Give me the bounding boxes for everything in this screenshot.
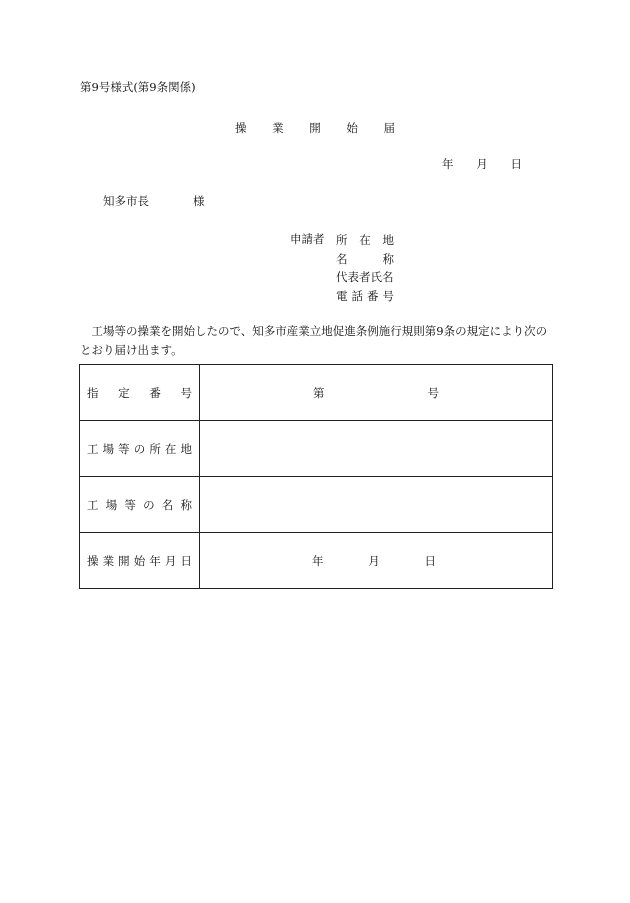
label-char: 在	[359, 233, 371, 247]
title-char: 業	[272, 121, 284, 135]
date-day: 日	[424, 553, 436, 568]
label-char: の	[133, 441, 146, 456]
number-prefix: 第	[313, 385, 325, 400]
label-char: 電	[336, 288, 348, 303]
label-text: 代表者氏名	[336, 270, 394, 284]
title-char: 開	[309, 121, 321, 135]
label-char: 定	[118, 385, 130, 400]
row-label-facility-location	[80, 421, 200, 477]
date-month: 月	[476, 157, 488, 171]
label-char: 名	[336, 251, 348, 266]
row-label-facility-name	[80, 477, 200, 533]
label-char: 等	[118, 441, 130, 456]
label-char: 称	[382, 251, 394, 266]
label-char: 地	[382, 233, 394, 247]
title-char: 操	[235, 121, 247, 135]
addressee-honorific: 様	[193, 194, 205, 208]
number-suffix: 号	[427, 385, 439, 400]
label-char: 工	[87, 497, 99, 512]
applicant-fields	[336, 231, 394, 305]
document-title	[235, 120, 395, 136]
label-char: 在	[164, 441, 177, 456]
table-row	[80, 477, 553, 533]
field-representative-label	[336, 268, 394, 287]
table-row	[80, 533, 553, 589]
field-phone-label	[336, 287, 394, 306]
date-year: 年	[312, 553, 324, 568]
date-month: 月	[368, 553, 380, 568]
label-char: 地	[180, 441, 192, 456]
label-char: の	[143, 497, 155, 512]
label-char: 所	[149, 441, 161, 456]
applicant-label: 申請者	[290, 232, 325, 246]
label-char: 日	[180, 553, 192, 568]
label-char: 号	[382, 288, 394, 303]
title-char: 届	[383, 121, 395, 135]
facility-location-field[interactable]	[200, 421, 553, 477]
label-char: 工	[87, 441, 99, 456]
label-char: 番	[367, 288, 379, 303]
title-char: 始	[346, 121, 358, 135]
body-paragraph: 工場等の操業を開始したので、知多市産業立地促進条例施行規則第9条の規定により次のとおり届け出ます。	[80, 324, 548, 357]
field-address-label	[336, 231, 394, 250]
form-number: 第9号様式(第9条関係)	[80, 80, 196, 94]
label-char: 場	[105, 497, 118, 512]
designation-number-field[interactable]	[200, 365, 553, 421]
label-char: 開	[118, 553, 130, 568]
table-row	[80, 421, 553, 477]
row-label-designation-number	[80, 365, 200, 421]
label-char: 所	[336, 233, 348, 247]
info-table	[79, 364, 553, 589]
label-char: 指	[87, 385, 99, 400]
date-year: 年	[442, 157, 454, 171]
operation-start-date-field[interactable]	[200, 533, 553, 589]
row-label-operation-start-date	[80, 533, 200, 589]
label-char: 場	[102, 441, 115, 456]
field-name-label	[336, 250, 394, 269]
label-char: 操	[87, 553, 99, 568]
label-char: 号	[180, 385, 192, 400]
label-char: 称	[180, 497, 192, 512]
label-char: 名	[161, 497, 174, 512]
label-char: 等	[124, 497, 136, 512]
submission-date	[442, 156, 522, 172]
label-char: 番	[149, 385, 161, 400]
date-day: 日	[510, 157, 522, 171]
label-char: 始	[133, 553, 146, 568]
label-char: 月	[164, 553, 177, 568]
facility-name-field[interactable]	[200, 477, 553, 533]
addressee-name: 知多市長	[103, 194, 149, 208]
table-row	[80, 365, 553, 421]
label-char: 業	[102, 553, 115, 568]
label-char: 年	[149, 553, 161, 568]
label-char: 話	[351, 288, 363, 303]
addressee	[103, 193, 205, 209]
